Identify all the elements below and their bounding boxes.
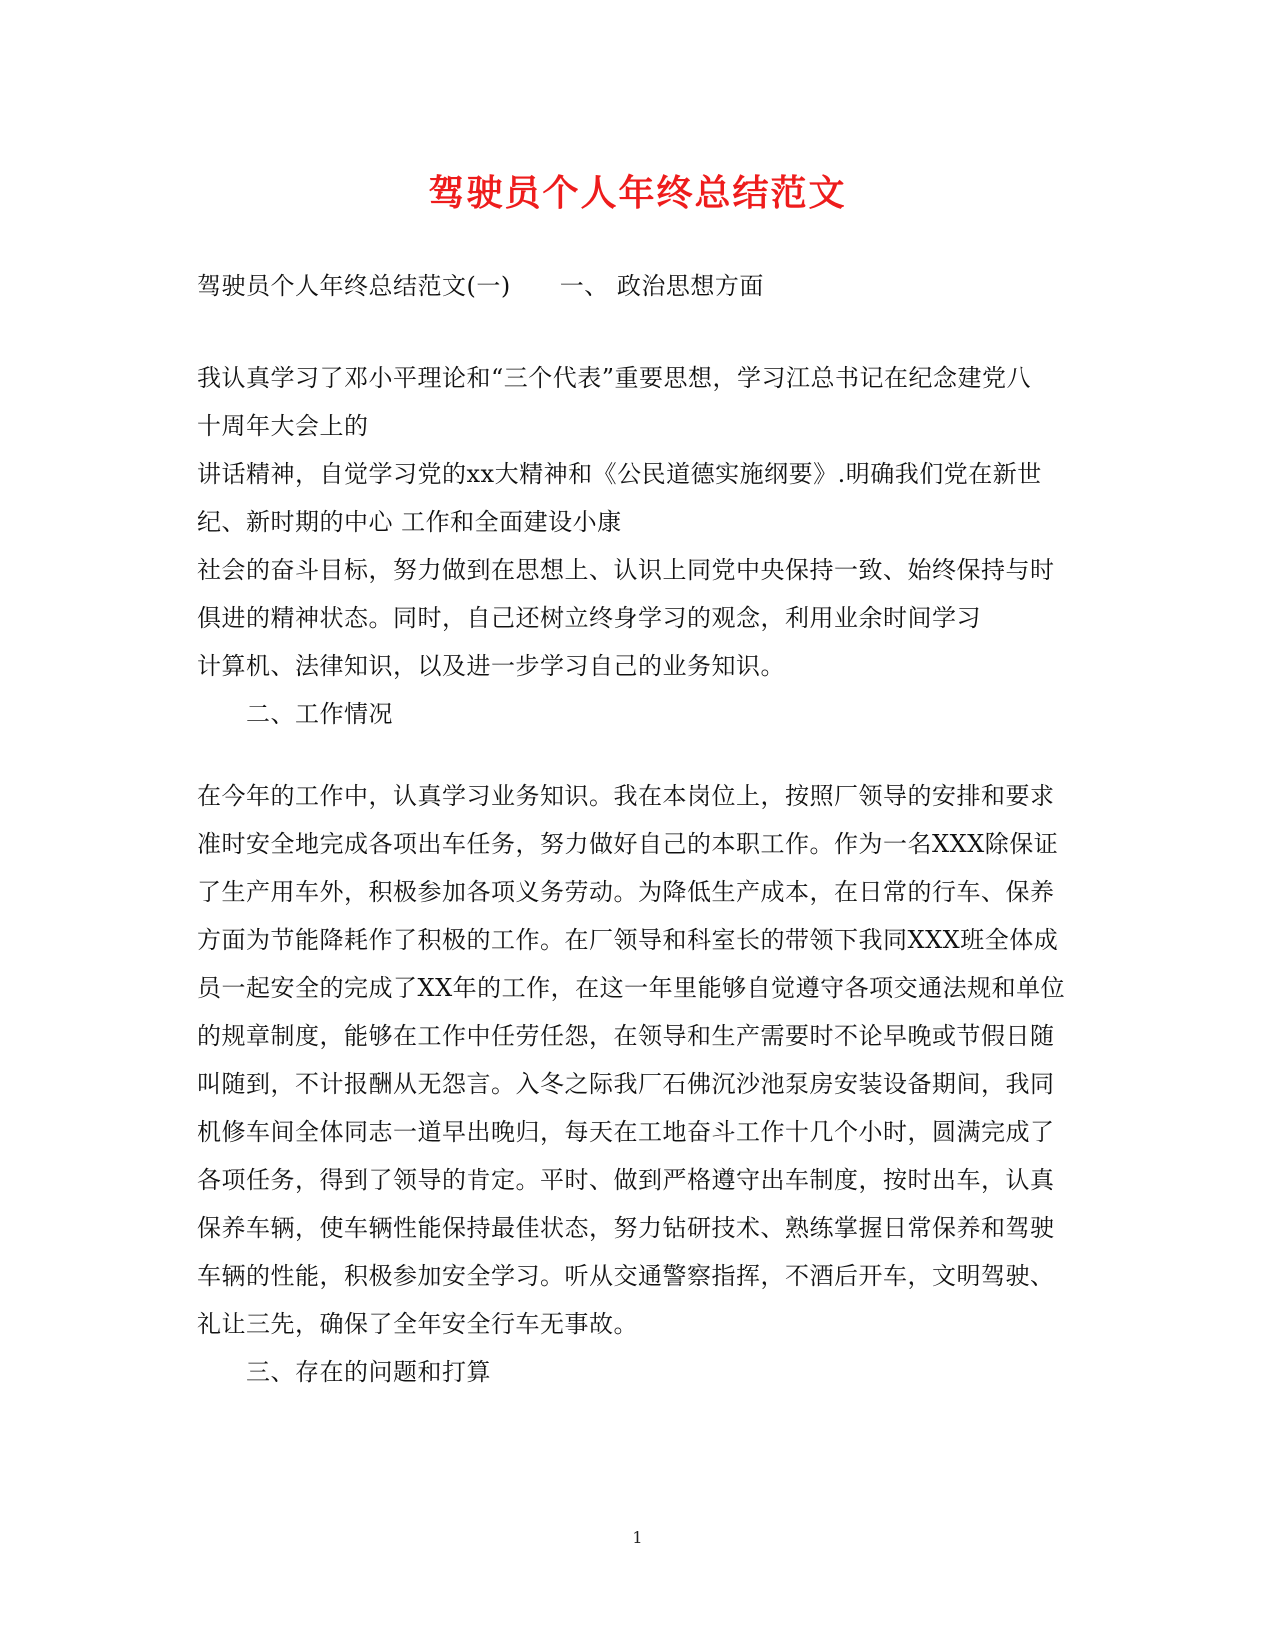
section-2-line: 员一起安全的完成了XX年的工作，在这一年里能够自觉遵守各项交通法规和单位 <box>197 974 1066 1002</box>
section-2-line: 各项任务，得到了领导的肯定。平时、做到严格遵守出车制度，按时出车，认真 <box>197 1166 1055 1194</box>
intro-line: 驾驶员个人年终总结范文(一) 一、 政治思想方面 <box>197 272 764 300</box>
section-2-line: 叫随到，不计报酬从无怨言。入冬之际我厂石佛沉沙池泵房安装设备期间，我同 <box>197 1070 1055 1098</box>
section-1-line: 我认真学习了邓小平理论和“三个代表”重要思想，学习江总书记在纪念建党八 <box>197 364 1032 392</box>
section-2-line: 的规章制度，能够在工作中任劳任怨，在领导和生产需要时不论早晚或节假日随 <box>197 1022 1055 1050</box>
document-title: 驾驶员个人年终总结范文 <box>428 172 847 214</box>
section-2-line: 车辆的性能，积极参加安全学习。听从交通警察指挥，不酒后开车，文明驾驶、 <box>197 1262 1055 1290</box>
section-1-line: 俱进的精神状态。同时，自己还树立终身学习的观念，利用业余时间学习 <box>197 604 981 632</box>
section-2-line: 了生产用车外，积极参加各项义务劳动。为降低生产成本，在日常的行车、保养 <box>197 878 1055 906</box>
section-2-paragraph <box>197 772 1077 1396</box>
section-2-line: 机修车间全体同志一道早出晚归，每天在工地奋斗工作十几个小时，圆满完成了 <box>197 1118 1055 1146</box>
section-3-heading: 三、存在的问题和打算 <box>246 1358 491 1386</box>
section-2-line: 准时安全地完成各项出车任务，努力做好自己的本职工作。作为一名XXX除保证 <box>197 830 1059 858</box>
section-2-heading: 二、工作情况 <box>246 700 393 728</box>
section-2-line: 保养车辆，使车辆性能保持最佳状态，努力钻研技术、熟练掌握日常保养和驾驶 <box>197 1214 1055 1242</box>
section-2-line: 在今年的工作中，认真学习业务知识。我在本岗位上，按照厂领导的安排和要求 <box>197 782 1055 810</box>
section-2-line: 礼让三先，确保了全年安全行车无事故。 <box>197 1310 638 1338</box>
intro-block <box>197 262 1077 310</box>
section-1-line: 社会的奋斗目标，努力做到在思想上、认识上同党中央保持一致、始终保持与时 <box>197 556 1055 584</box>
section-2-line: 方面为节能降耗作了积极的工作。在厂领导和科室长的带领下我同XXX班全体成 <box>197 926 1059 954</box>
section-1-line: 纪、新时期的中心 工作和全面建设小康 <box>197 508 622 536</box>
page-number: 1 <box>632 1528 643 1547</box>
section-1-line: 计算机、法律知识，以及进一步学习自己的业务知识。 <box>197 652 785 680</box>
section-1-line: 讲话精神，自觉学习党的xx大精神和《公民道德实施纲要》.明确我们党在新世 <box>197 460 1042 488</box>
section-1-line: 十周年大会上的 <box>197 412 369 440</box>
section-1-paragraph <box>197 354 1077 738</box>
